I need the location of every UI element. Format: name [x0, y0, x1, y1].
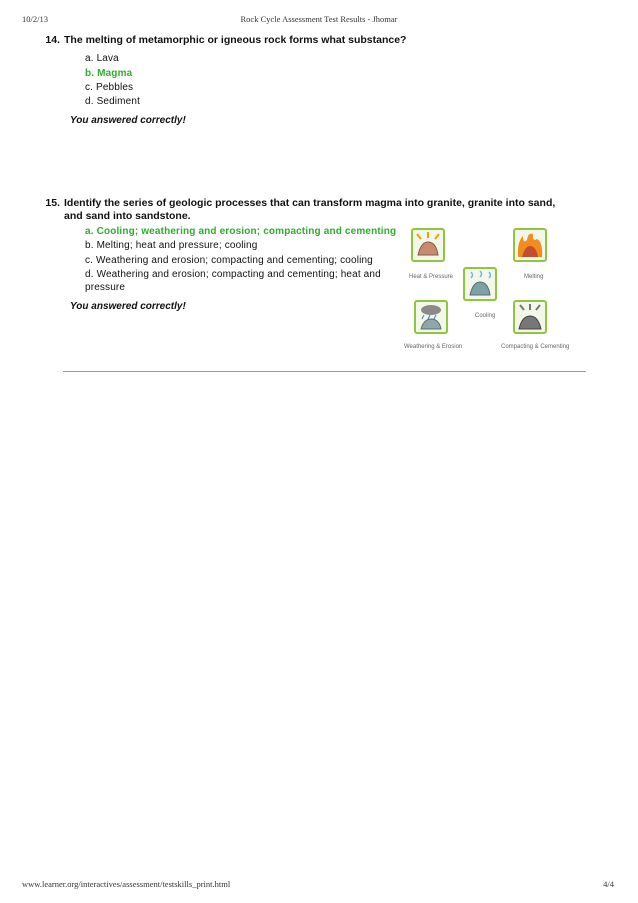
question-number: 14.	[45, 34, 60, 46]
weathering-erosion-icon	[414, 300, 448, 334]
option-c: c. Pebbles	[85, 82, 134, 93]
heat-pressure-icon	[411, 228, 445, 262]
option-b: b. Melting; heat and pressure; cooling	[85, 240, 258, 251]
question-text-line2: and sand into sandstone.	[64, 210, 191, 222]
question-text: The melting of metamorphic or igneous rock forms what substance?	[64, 34, 407, 46]
option-a-correct: a. Cooling; weathering and erosion; compacting and cementing	[85, 226, 397, 237]
footer-page-number: 4/4	[603, 879, 614, 889]
question-number: 15.	[45, 197, 60, 209]
cooling-label: Cooling	[475, 313, 496, 319]
option-b-correct: b. Magma	[85, 68, 133, 79]
header-title: Rock Cycle Assessment Test Results - Jhomar	[240, 14, 398, 24]
melting-label: Melting	[524, 274, 544, 280]
option-a: a. Lava	[85, 53, 119, 64]
melting-icon	[513, 228, 547, 262]
feedback-correct: You answered correctly!	[70, 301, 186, 312]
heat-pressure-label: Heat & Pressure	[409, 274, 454, 280]
option-d: d. Sediment	[85, 96, 141, 107]
option-d: d. Weathering and erosion; compacting and cementing; heat and	[85, 269, 381, 280]
cooling-icon	[463, 267, 497, 301]
divider	[63, 371, 586, 372]
option-d-continued: pressure	[85, 282, 126, 293]
compacting-cementing-label: Compacting & Cementing	[501, 344, 570, 350]
option-c: c. Weathering and erosion; compacting and cementing; cooling	[85, 255, 373, 266]
feedback-correct: You answered correctly!	[70, 115, 186, 126]
rock-cycle-figure	[400, 223, 590, 355]
footer-url: www.learner.org/interactives/assessment/testskills_print.html	[22, 879, 231, 889]
compacting-cementing-icon	[513, 300, 547, 334]
header-date: 10/2/13	[22, 14, 48, 24]
weathering-erosion-label: Weathering & Erosion	[404, 344, 463, 350]
question-text-line1: Identify the series of geologic processes that can transform magma into granite, granite into sand,	[64, 197, 556, 209]
